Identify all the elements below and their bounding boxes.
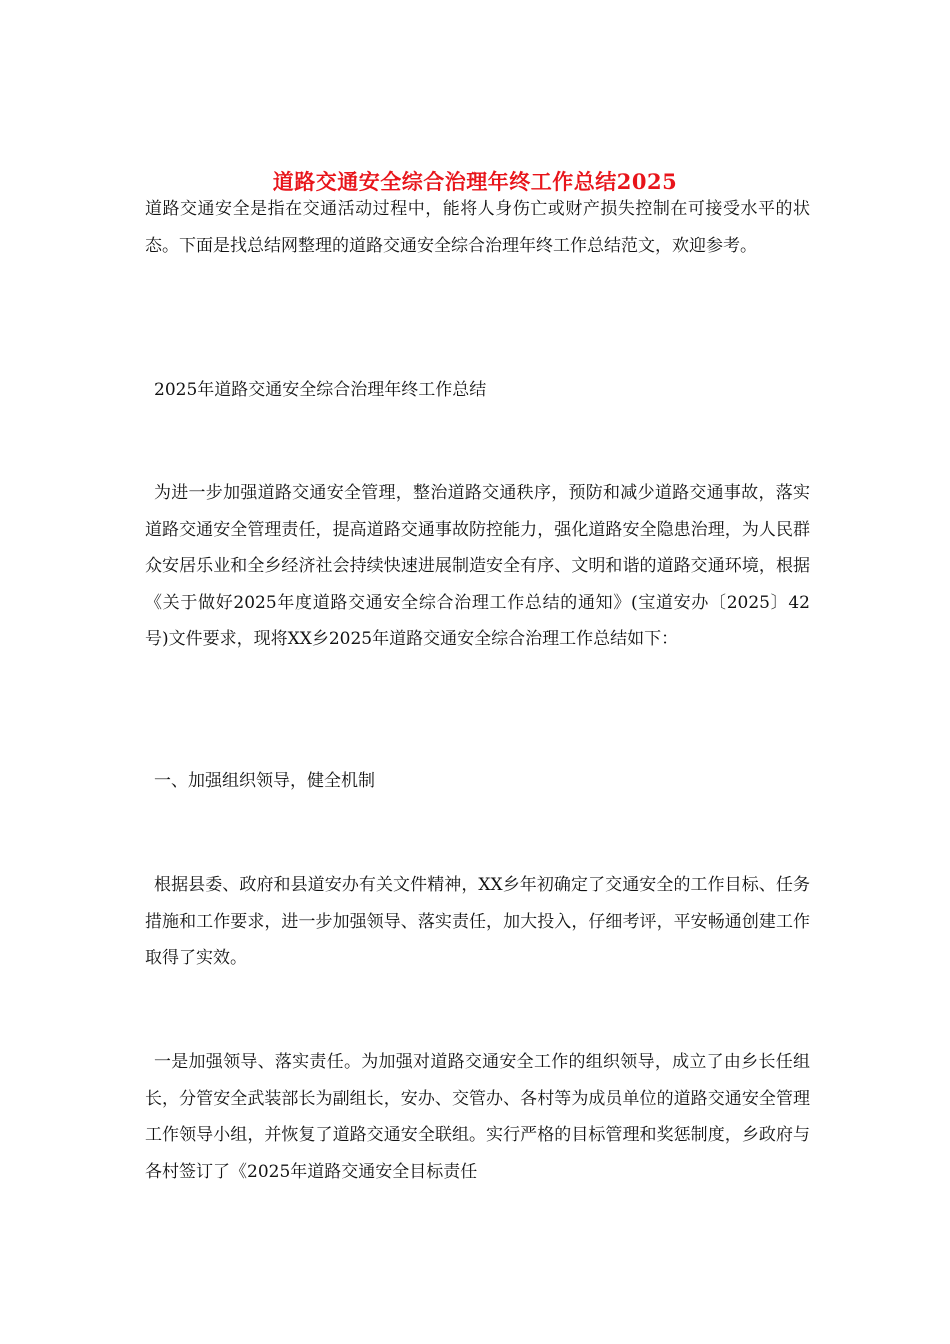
intro-paragraph: 道路交通安全是指在交通活动过程中，能将人身伤亡或财产损失控制在可接受水平的状态。下面是找总结网整理的道路交通安全综合治理年终工作总结范文，欢迎参考。	[145, 199, 810, 256]
section-subtitle: 2025年道路交通安全综合治理年终工作总结	[154, 380, 487, 400]
section-heading-1: 一、加强组织领导，健全机制	[154, 771, 375, 791]
body-paragraph-1: 为进一步加强道路交通安全管理，整治道路交通秩序，预防和减少道路交通事故，落实道路交通安全管理责任，提高道路交通事故防控能力，强化道路安全隐患治理，为人民群众安居乐业和全乡经济社会持续快速进展制造安全有序、文明和谐的道路交通环境，根据《关于做好2025年度道路交通安全综合治理工作总结的通知》(宝道安办〔2025〕42号)文件要求，现将XX乡2025年道路交通安全综合治理工作总结如下：	[145, 483, 810, 649]
body-paragraph-3: 一是加强领导、落实责任。为加强对道路交通安全工作的组织领导，成立了由乡长任组长，分管安全武装部长为副组长，安办、交管办、各村等为成员单位的道路交通安全管理工作领导小组，并恢复了道路交通安全联组。实行严格的目标管理和奖惩制度，乡政府与各村签订了《2025年道路交通安全目标责任	[145, 1052, 810, 1182]
body-paragraph-2: 根据县委、政府和县道安办有关文件精神，XX乡年初确定了交通安全的工作目标、任务措施和工作要求，进一步加强领导、落实责任，加大投入，仔细考评，平安畅通创建工作取得了实效。	[145, 875, 810, 968]
document-title: 道路交通安全综合治理年终工作总结2025	[272, 169, 678, 195]
